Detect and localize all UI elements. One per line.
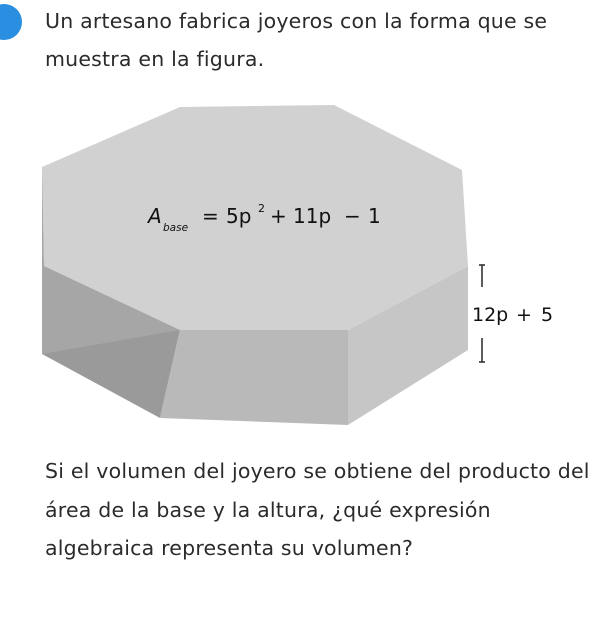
base-area-term1: 5p [226,204,252,228]
base-area-plus: + [270,204,287,228]
problem-question-text: Si el volumen del joyero se obtiene del producto del área de la base y la altura, ¿qué expresión algebraica representa su volumen? [45,459,590,560]
height-term2: 5 [541,304,554,326]
prism-front-face [160,330,348,425]
base-area-subscript: base [163,222,189,234]
problem-intro-text: Un artesano fabrica joyeros con la forma que se muestra en la figura. [45,9,548,71]
base-area-term1-exponent: 2 [258,202,265,215]
base-area-term2: 11p [293,204,332,228]
base-area-minus: − [344,204,361,228]
height-term1: 12p [472,304,509,326]
height-plus: + [516,304,532,326]
base-area-term3: 1 [368,204,381,228]
base-area-equals: = [202,204,219,228]
base-area-symbol: A [148,204,162,228]
